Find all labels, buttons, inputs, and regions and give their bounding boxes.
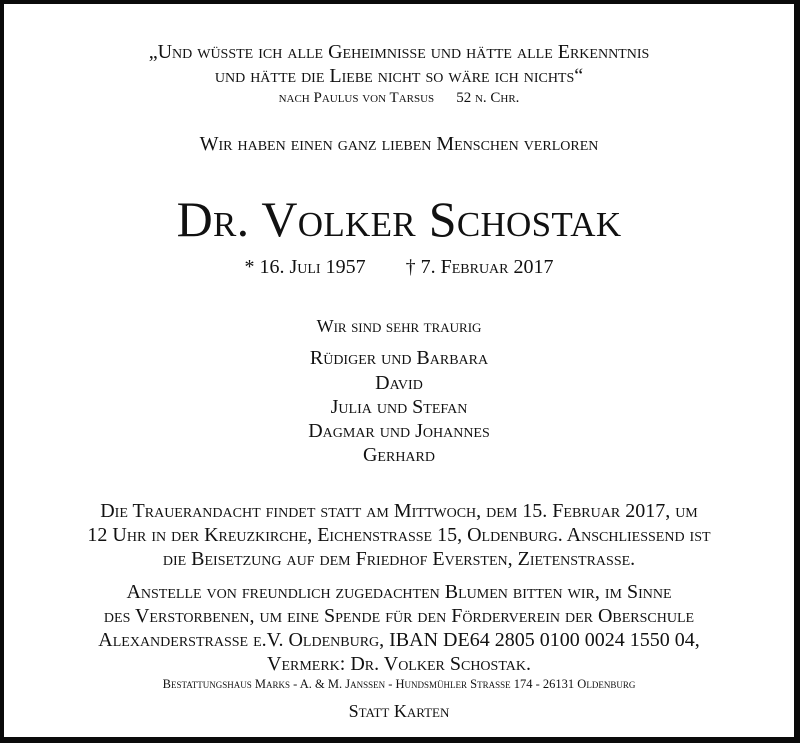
service-line-2: 12 Uhr in der Kreuzkirche, Eichenstraße 15, Oldenburg. Anschließend ist <box>87 524 711 546</box>
undertaker-info: Bestattungshaus Marks - A. & M. Janßen - Hundsmühler Straße 174 - 26131 Oldenburg <box>162 677 636 691</box>
donation-line-3: Alexanderstraße e.V. Oldenburg, IBAN DE64 2805 0100 0024 1550 04, <box>98 629 700 651</box>
donation-line-4: Vermerk: Dr. Volker Schostak. <box>267 653 531 675</box>
mourner-name: Julia und Stefan <box>330 396 468 418</box>
lead-text: Wir haben einen ganz lieben Menschen verloren <box>199 133 599 155</box>
quote-attribution <box>4 91 794 106</box>
mourners-intro: Wir sind sehr traurig <box>316 316 482 336</box>
mourner-name: Rüdiger und Barbara <box>309 347 489 369</box>
donation-line-1: Anstelle von freundlich zugedachten Blumen bitten wir, im Sinne <box>126 581 672 603</box>
mourner-name: David <box>375 372 423 394</box>
mourner-name: Dagmar und Johannes <box>308 420 490 442</box>
donation-line-2: des Verstorbenen, um eine Spende für den Förderverein der Oberschule <box>103 605 695 627</box>
attribution-author: nach Paulus von Tarsus <box>278 90 435 106</box>
mourner-name: Gerhard <box>362 444 435 466</box>
birth-date: 16. Juli 1957 <box>259 256 366 278</box>
deceased-name: Dr. Volker Schostak <box>176 191 622 247</box>
attribution-date: 52 n. Chr. <box>456 90 520 106</box>
cross-icon: † <box>405 256 416 278</box>
death-date: 7. Februar 2017 <box>420 256 554 278</box>
service-line-3: die Beisetzung auf dem Friedhof Eversten, Zietenstraße. <box>162 548 636 570</box>
birth-symbol: * <box>244 256 255 278</box>
closing-text: Statt Karten <box>348 701 450 721</box>
service-line-1: Die Trauerandacht findet statt am Mittwoch, dem 15. Februar 2017, um <box>100 500 698 522</box>
quote-line-1: „Und wüsste ich alle Geheimnisse und hätte alle Erkenntnis <box>148 41 650 63</box>
life-dates <box>4 257 794 277</box>
quote-line-2: und hätte die Liebe nicht so wäre ich nichts“ <box>214 65 584 87</box>
